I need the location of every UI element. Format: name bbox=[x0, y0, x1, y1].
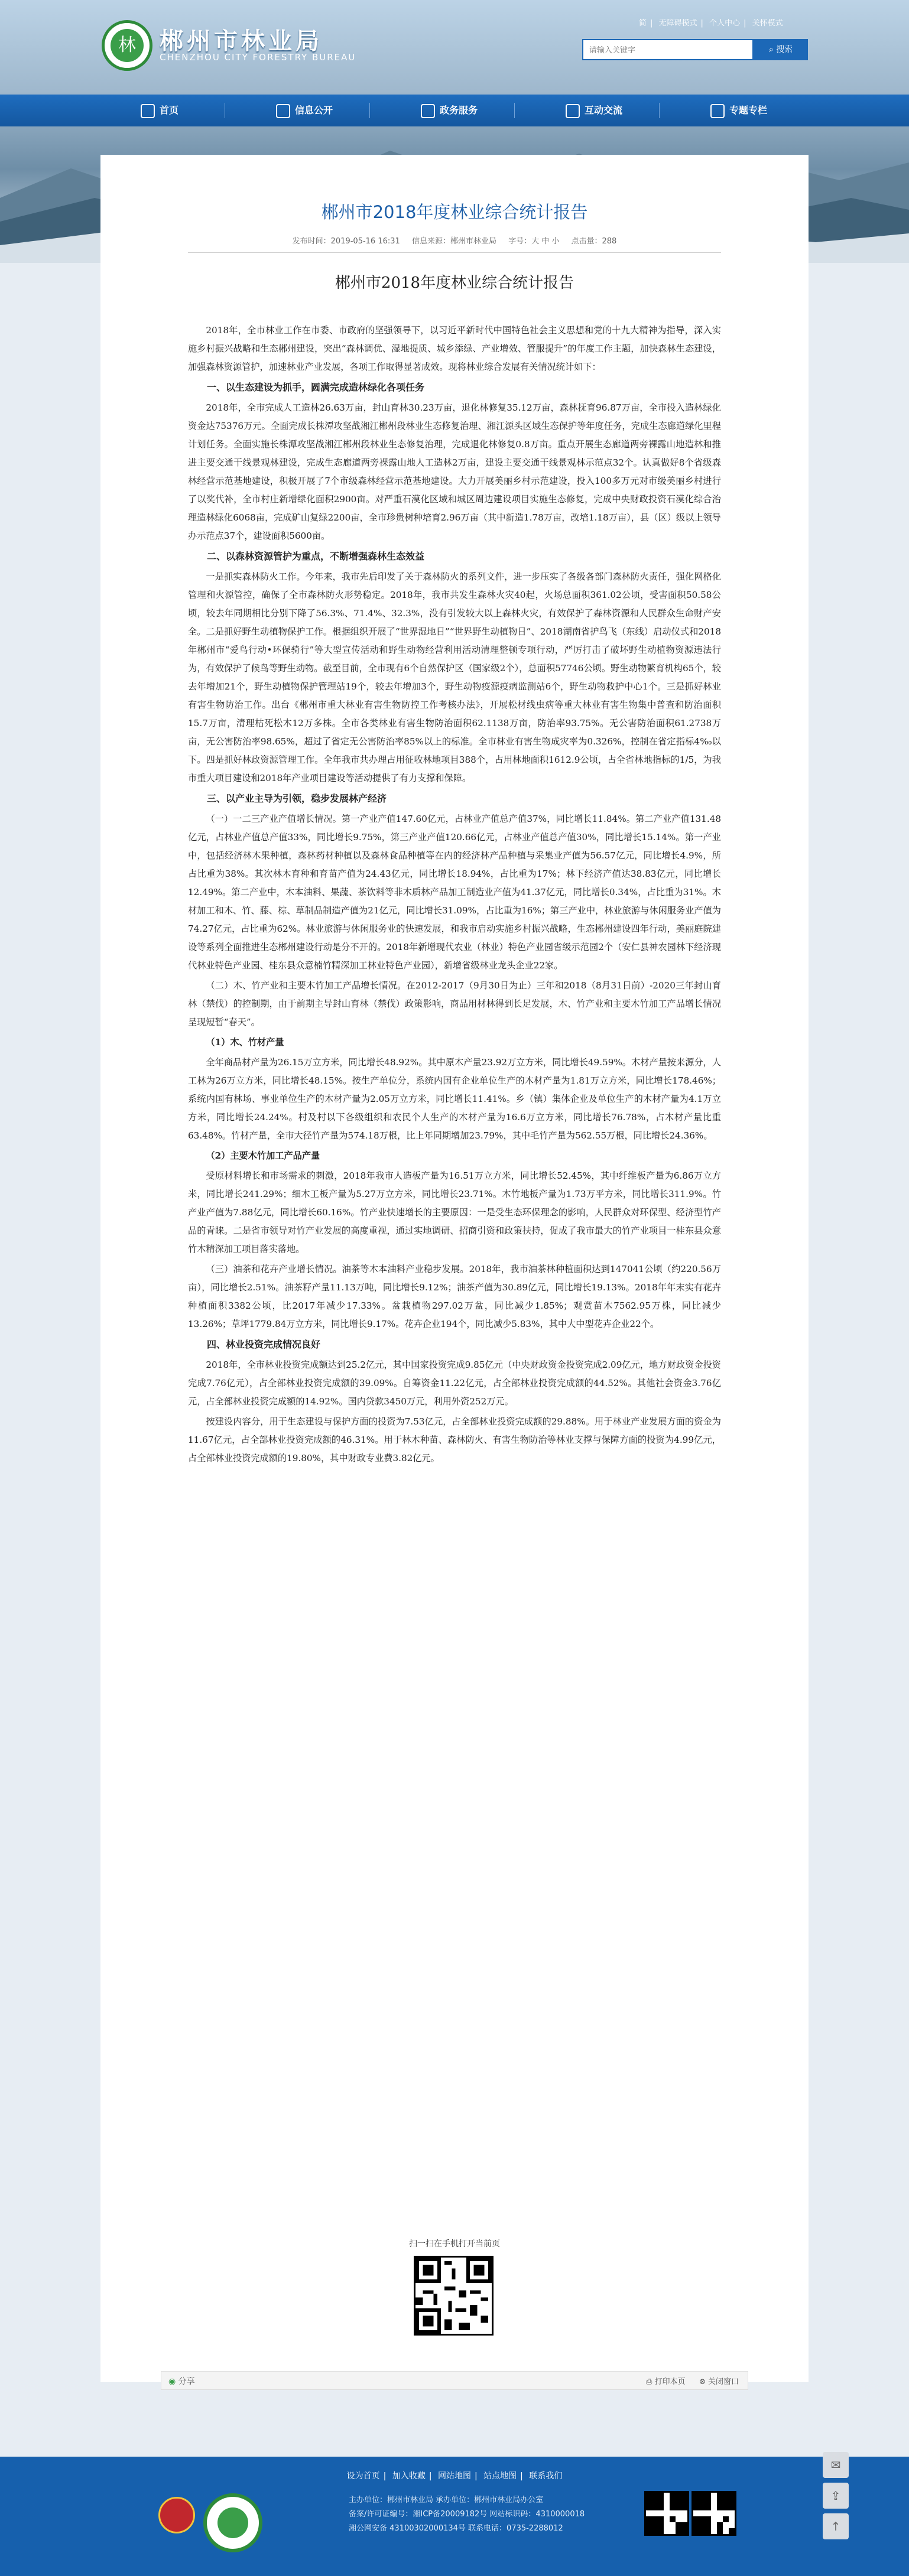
section-heading: 四、林业投资完成情况良好 bbox=[207, 1339, 321, 1350]
paragraph: 一是抓实森林防火工作。今年来，我市先后印发了关于森林防火的系列文件，进一步压实了各级各部门森林防火责任，强化网格化管理和火源管控，确保了全市森林防火形势稳定。2018年，我市共发生森林火灾40起，火场总面积361.02公顷，受害面积50.58公顷，较去年同期相比分别下降了56.3%、71.4%、32.3%，没有引发较大以上森林火灾，有效保护了森林资源和人民群众生命财产安全。二是抓好野生动植物保护工作。根据组织开展了“世界湿地日”“世界野生动植物日”、2018湖南省护鸟飞（东线）启动仪式和2018年郴州市“爱鸟行动•环保骑行”等大型宣传活动和野生动物经营利用活动清理整顿专项行动，严厉打击了破坏野生动植物资源违法行为，有效保护了候鸟等野生动物。截至目前，全市现有6个自然保护区（国家级2个），总面积57746公顷。野生动物繁育机构65个，较去年增加21个，野生动植物保护管理站19个，较去年增加3个，野生动物疫源疫病监测站6个，野生动物救护中心1个。三是抓好林业有害生物防治工作。出台《郴州市重大林业有害生物防控工作考核办法》，开展松材线虫病等重大林业有害生物集中普查和防治面积15.7万亩，清理枯死松木12万多株。全市各类林业有害生物防治面积62.1138万亩，防治率93.75%。无公害防治面积61.2738万亩，无公害防治率98.65%，超过了省定无公害防治率85%以上的标准。全市林业有害生物成灾率为0.326%，控制在省定指标4‰以下。四是抓好林政资源管理工作。全年我市共办理占用征收林地项目388个，占用林地面积1612.9公顷，占全省林地指标的1/5，为我市重大项目建设和2018年产业项目建设等活动提供了有力支撑和保障。 bbox=[188, 571, 721, 783]
nav-info-disclosure[interactable] bbox=[239, 95, 369, 126]
footer-license: 备案/许可证编号：湘ICP备20009182号 网站标识码：4310000018 bbox=[349, 2510, 585, 2519]
nav-service-label: 政务服务 bbox=[439, 105, 478, 116]
close-icon: ⊗ bbox=[699, 2377, 709, 2386]
site-header bbox=[0, 0, 909, 95]
wechat-icon: ◉ bbox=[168, 2377, 178, 2386]
divider bbox=[188, 252, 721, 253]
footer-links: 设为首页 | 加入收藏 | 网站地图 | 站点地图 | 联系我们 bbox=[346, 2471, 563, 2481]
site-footer bbox=[0, 2457, 909, 2576]
footer-sponsor: 主办单位：郴州市林业局 承办单位：郴州市林业局办公室 bbox=[349, 2496, 544, 2505]
footer-link-sitemap[interactable]: 网站地图 bbox=[438, 2471, 471, 2481]
top-link-accessibility[interactable]: 无障碍模式 bbox=[658, 19, 697, 28]
wechat-icon: ✉ bbox=[830, 2458, 841, 2472]
paragraph: （二）木、竹产业和主要木竹加工产品增长情况。在2012-2017（9月30日为止）三年和2018（8月31日前）-2020三年封山育林（禁伐）的控制期，由于前期主导封山育林（禁伐）政策影响，商品用材林得到长足发展，木、竹产业和主要木竹加工产品增长情况呈现短暂“春天”。 bbox=[188, 980, 721, 1027]
close-window-button[interactable] bbox=[699, 2375, 739, 2386]
search-button-label: 搜索 bbox=[776, 45, 793, 54]
party-gov-emblem-icon[interactable] bbox=[158, 2497, 195, 2533]
search-box bbox=[582, 39, 754, 60]
arrow-up-icon: ↑ bbox=[830, 2519, 841, 2533]
site-logo[interactable] bbox=[102, 20, 152, 71]
service-icon bbox=[421, 104, 435, 118]
section-heading: 三、以产业主导为引领，稳步发展林产经济 bbox=[207, 793, 387, 804]
nav-interaction-label: 互动交流 bbox=[584, 105, 622, 116]
search-input[interactable] bbox=[583, 40, 749, 59]
share-float-button[interactable] bbox=[823, 2483, 849, 2509]
nav-home[interactable] bbox=[95, 95, 225, 126]
qr-code bbox=[414, 2256, 494, 2336]
qr-label: 扫一扫在手机打开当前页 bbox=[409, 2239, 500, 2249]
footer-link-site-map[interactable]: 站点地图 bbox=[483, 2471, 517, 2481]
sub-heading: （1）木、竹材产量 bbox=[206, 1037, 284, 1048]
nav-interaction[interactable] bbox=[529, 95, 659, 126]
document-title: 郴州市2018年度林业综合统计报告 bbox=[335, 274, 574, 292]
view-count: 点击量：288 bbox=[571, 237, 617, 246]
article-body bbox=[188, 321, 721, 1469]
star-icon bbox=[710, 104, 725, 118]
paragraph: 2018年，全市林业投资完成额达到25.2亿元，其中国家投资完成9.85亿元（中央财政资金投资完成2.09亿元，地方财政资金投资完成7.76亿元），占全部林业投资完成额的39.09%。自筹资金11.22亿元，占全部林业投资完成额的44.52%。其他社会资金3.76亿元，占全部林业投资完成额的14.92%。国内贷款3450万元，利用外资252万元。 bbox=[188, 1359, 721, 1407]
top-link-care-mode[interactable]: 关怀模式 bbox=[752, 19, 783, 28]
paragraph: （三）油茶和花卉产业增长情况。油茶等木本油料产业稳步发展。2018年，我市油茶林种植面积达到147041公顷（约220.56万亩），同比增长2.51%。油茶籽产量11.13万吨，同比增长9.12%；油茶产值为30.89亿元，同比增长19.13%。2018年年末实有花卉种植面积3382公顷，比2017年减少17.33%。盆栽植物297.02万盆，同比减少1.85%；观赏苗木7562.95万株，同比减少13.26%；草坪1779.84万立方米，同比增长9.17%。花卉企业194个，同比减少5.83%，其中大中型花卉企业22个。 bbox=[188, 1264, 721, 1329]
paragraph: （一）一二三产业产值增长情况。第一产业产值147.60亿元，占林业产值总产值37%，同比增长11.84%。第二产业产值131.48亿元，占林业产值总产值33%，同比增长9.75%，第三产业产值120.66亿元，占林业产值总产值30%，同比增长15.14%。第一产业中，包括经济林木果种植，森林药材种植以及森林食品种植等在内的经济林产品种植与采集业产值为56.57亿元，同比增长4.9%，所占比重为38%。其次林木育种和育苗产值为24.43亿元，同比增长18.94%，占比重为17%；林下经济产值达38.83亿元，同比增长12.49%。第二产业中，木本油料、果蔬、茶饮料等非木质林产品加工制造业产值为41.37亿元，同比增长0.34%，占比重为31%。木材加工和木、竹、藤、棕、草制品制造产值为21亿元，同比增长31.09%，占比重为16%；第三产业中，林业旅游与休闲服务业产值为74.27亿元，占比重为62%。林业旅游与休闲服务业的快速发展，和我市启动实施乡村振兴战略，生态郴州建设四年行动，美丽庭院建设等系列全面推进生态郴州建设行动是分不开的。2018年新增现代农业（林业）特色产业园省级示范园2个（安仁县神农园林下经济现代林业特色产业园、桂东县众意楠竹精深加工林业特色产业园），新增省级林业龙头企业22家。 bbox=[188, 814, 721, 971]
nav-divider bbox=[369, 103, 370, 118]
back-to-top-button[interactable] bbox=[823, 2513, 849, 2539]
forest-emblem-icon: 林 bbox=[111, 29, 144, 62]
paragraph: 全年商品材产量为26.15万立方米，同比增长48.92%。其中原木产量23.92万立方米，同比增长49.59%。木材产量按来源分，人工林为26万立方米，同比增长48.15%。按生产单位分，系统内国有企业单位生产的木材产量为1.81万立方米，同比增长178.46%；系统内国有林场、事业单位生产的木材产量为2.05万立方米，同比增长11.41%。乡（镇）集体企业及单位生产的木材产量为4.1万立方米，同比增长24.24%。村及村以下各级组织和农民个人生产的木材产量为16.6万立方米，同比增长76.78%，占木材产量比重63.48%。竹材产量，全市大径竹产量为574.18万根，比上年同期增加23.79%，其中毛竹产量为562.55万根，同比增长24.36%。 bbox=[188, 1057, 721, 1141]
print-button[interactable] bbox=[646, 2375, 686, 2386]
site-subtitle: CHENZHOU CITY FORESTRY BUREAU bbox=[160, 52, 356, 63]
top-link-simplified[interactable]: 简 bbox=[639, 19, 647, 28]
paragraph: 受原材料增长和市场需求的刺激，2018年我市人造板产量为16.51万立方米，同比增长52.45%，其中纤维板产量为6.86万立方米，同比增长241.29%；细木工板产量为5.27万立方米，同比增长23.71%。木竹地板产量为1.73万平方米，同比增长311.9%。竹产业产值为7.88亿元，同比增长60.16%。竹产业快速增长的主要原因：一是受生态环保理念的影响，人民群众对环保型、经济型竹产品的青睐。二是省市领导对竹产业发展的高度重视，通过实地调研、招商引资和政策扶持，促成了我市最大的竹产业项目一桂东县众意竹木精深加工项目落实落地。 bbox=[188, 1170, 721, 1254]
article-container bbox=[100, 155, 809, 2382]
chat-icon bbox=[566, 104, 580, 118]
home-icon bbox=[141, 104, 155, 118]
share-icon: ⇪ bbox=[830, 2489, 841, 2503]
footer-qr-code bbox=[644, 2491, 689, 2536]
forestry-emblem-icon bbox=[203, 2493, 262, 2552]
footer-info bbox=[349, 2493, 585, 2536]
footer-link-contact[interactable]: 联系我们 bbox=[529, 2471, 563, 2481]
top-links: 简 | 无障碍模式 | 个人中心 | 关怀模式 bbox=[639, 19, 783, 28]
paragraph: 2018年，全市完成人工造林26.63万亩，封山育林30.23万亩，退化林修复35.12万亩，森林抚育96.87万亩，全市投入造林绿化资金达75376万元。全面完成长株潭攻坚战湘江郴州段林业生态修复治理、湘江源头区域生态保护等年度任务，完成生态廊道绿化里程计划任务。全面实施长株潭攻坚战湘江郴州段林业生态修复治理，完成退化林修复0.8万亩。重点开展生态廊道两旁裸露山地造林和推进主要交通干线景观林建设，完成生态廊道两旁裸露山地人工造林2万亩，建设主要交通干线景观林示范点32个。认真做好8个省级森林经营示范基地建设，积极开展了7个市级森林经营示范基地建设。大力开展美丽乡村示范建设，投入100多万元对市级美丽乡村进行了以奖代补，全市村庄新增绿化面积2900亩。对严重石漠化区域和城区周边建设项目实施生态修复，完成中央财政投资石漠化综合治理造林绿化6068亩，完成矿山复绿2200亩，全市珍贵树种培育2.96万亩（其中新造1.78万亩，改培1.18万亩），县（区）级以上领导办示范点37个，建设面积5600亩。 bbox=[188, 402, 721, 541]
article-meta bbox=[100, 235, 809, 246]
share-label: 分享 bbox=[178, 2377, 195, 2386]
search-icon: ⌕ bbox=[768, 45, 777, 54]
article-title: 郴州市2018年度林业综合统计报告 bbox=[321, 202, 588, 222]
nav-divider bbox=[514, 103, 515, 118]
paragraph: 按建设内容分，用于生态建设与保护方面的投资为7.53亿元，占全部林业投资完成额的29.88%。用于林业产业发展方面的资金为11.67亿元，占全部林业投资完成额的46.31%。用于林木种苗、森林防火、有害生物防治等林业支撑与保障方面的投资为4.99亿元，占全部林业投资完成额的19.80%，其中财政专业费3.82亿元。 bbox=[188, 1416, 721, 1463]
sub-heading: （2）主要木竹加工产品产量 bbox=[206, 1150, 320, 1161]
article-toolbar bbox=[161, 2371, 748, 2390]
section-heading: 一、以生态建设为抓手，圆满完成造林绿化各项任务 bbox=[207, 382, 425, 393]
close-label: 关闭窗口 bbox=[708, 2377, 739, 2386]
search-button[interactable] bbox=[754, 39, 808, 60]
wechat-float-button[interactable] bbox=[823, 2452, 849, 2478]
footer-link-set-home[interactable]: 设为首页 bbox=[346, 2471, 380, 2481]
font-size-control[interactable]: 字号：大 中 小 bbox=[508, 237, 560, 246]
print-icon: ⎙ bbox=[646, 2377, 655, 2386]
nav-divider bbox=[659, 103, 660, 118]
share-control[interactable] bbox=[168, 2375, 195, 2387]
nav-gov-service[interactable] bbox=[384, 95, 514, 126]
publish-time: 发布时间：2019-05-16 16:31 bbox=[292, 237, 400, 246]
nav-topics-label: 专题专栏 bbox=[729, 105, 767, 116]
nav-special-topics[interactable] bbox=[674, 95, 804, 126]
nav-home-label: 首页 bbox=[159, 105, 178, 116]
main-nav bbox=[0, 95, 909, 126]
footer-police: 湘公网安备 43100302000134号 联系电话：0735-2288012 bbox=[349, 2524, 563, 2533]
footer-link-bookmark[interactable]: 加入收藏 bbox=[392, 2471, 426, 2481]
section-heading: 二、以森林资源管护为重点，不断增强森林生态效益 bbox=[207, 551, 425, 562]
site-title: 郴州市林业局 bbox=[160, 28, 323, 55]
paragraph: 2018年，全市林业工作在市委、市政府的坚强领导下，以习近平新时代中国特色社会主义思想和党的十九大精神为指导，深入实施乡村振兴战略和生态郴州建设，突出“森林调优、湿地提质、城乡添绿、产业增效、管服提升”的年度工作主题，加快森林生态建设，加强森林资源管护，加速林业产业发展，各项工作取得显著成效。现将林业综合发展有关情况统计如下： bbox=[188, 325, 721, 372]
document-icon bbox=[276, 104, 290, 118]
nav-info-label: 信息公开 bbox=[294, 105, 333, 116]
print-label: 打印本页 bbox=[654, 2377, 686, 2386]
footer-qr-code bbox=[692, 2491, 736, 2536]
info-source: 信息来源：郴州市林业局 bbox=[411, 237, 496, 246]
side-float-bar bbox=[823, 2452, 849, 2546]
top-link-personal-center[interactable]: 个人中心 bbox=[709, 19, 741, 28]
